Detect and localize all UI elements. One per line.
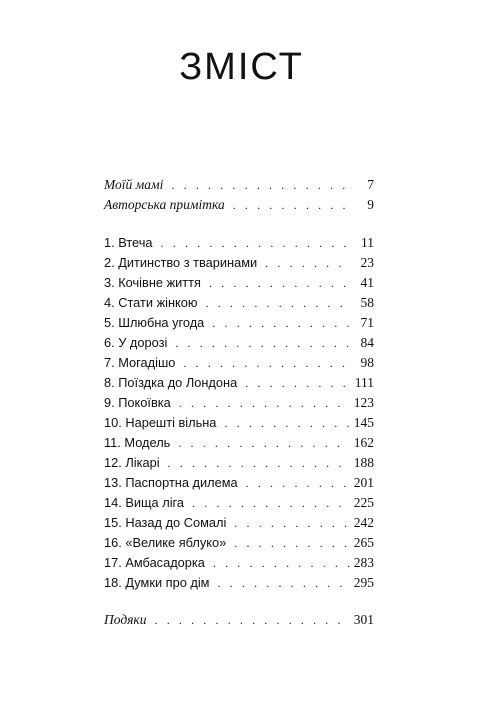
toc-entry-label: 17. Амбасадорка xyxy=(104,555,205,570)
toc-entry-label: Подяки xyxy=(104,612,147,627)
toc-entry-chapter xyxy=(104,513,374,533)
toc-entry-label: 2. Дитинство з тваринами xyxy=(104,255,258,270)
toc-entry-page: 201 xyxy=(353,475,374,490)
dot-leader xyxy=(209,573,350,593)
dot-leader xyxy=(238,473,350,493)
toc-entry-chapter xyxy=(104,493,374,513)
toc-entry-dedication xyxy=(104,175,374,195)
dot-leader xyxy=(204,313,350,333)
toc-entry-page: 188 xyxy=(353,455,374,470)
dot-leader xyxy=(160,453,350,473)
toc-entry-chapter xyxy=(104,313,374,333)
toc-entry-chapter xyxy=(104,233,374,253)
toc-entry-page: 301 xyxy=(353,612,374,627)
toc-entry-chapter xyxy=(104,573,374,593)
dot-leader xyxy=(175,353,350,373)
toc-entry-page: 84 xyxy=(360,335,374,350)
toc-entry-chapter xyxy=(104,413,374,433)
toc-entry-label: 3. Кочівне життя xyxy=(104,275,201,290)
toc-entry-label: 11. Модель xyxy=(104,435,171,450)
dot-leader xyxy=(147,610,351,630)
toc-entry-chapter xyxy=(104,553,374,573)
dot-leader xyxy=(153,233,350,253)
toc-entry-page: 58 xyxy=(360,295,374,310)
toc-entry-chapter xyxy=(104,353,374,373)
toc-entry-label: 1. Втеча xyxy=(104,235,153,250)
toc-entry-chapter xyxy=(104,253,374,273)
toc-entry-label: 9. Покоївка xyxy=(104,395,171,410)
toc-entry-page: 265 xyxy=(353,535,374,550)
toc-entry-page: 11 xyxy=(361,235,374,250)
toc-entry-chapter xyxy=(104,293,374,313)
toc-entry-label: 18. Думки про дім xyxy=(104,575,210,590)
toc-entry-label: 5. Шлюбна угода xyxy=(104,315,205,330)
toc-entry-page: 98 xyxy=(360,355,374,370)
dot-leader xyxy=(225,195,350,215)
toc-entry-chapter xyxy=(104,373,374,393)
toc-entry-page: 145 xyxy=(353,415,374,430)
toc-entry-chapter xyxy=(104,433,374,453)
dot-leader xyxy=(201,273,350,293)
dot-leader xyxy=(226,513,350,533)
toc-entry-label: Моїй мамі xyxy=(104,177,164,192)
dot-leader xyxy=(171,393,350,413)
toc-entry-label: 13. Паспортна дилема xyxy=(104,475,238,490)
toc-entry-label: 6. У дорозі xyxy=(104,335,168,350)
toc-entry-chapter xyxy=(104,453,374,473)
toc-entry-chapter xyxy=(104,333,374,353)
toc-entry-page: 123 xyxy=(353,395,374,410)
dot-leader xyxy=(184,493,350,513)
toc-entry-label: 12. Лікарі xyxy=(104,455,160,470)
dot-leader xyxy=(216,413,350,433)
toc-entry-chapter xyxy=(104,273,374,293)
toc-entry-page: 111 xyxy=(354,375,374,390)
toc-entry-page: 7 xyxy=(367,177,374,192)
toc-entry-page: 162 xyxy=(353,435,374,450)
toc-entry-page: 295 xyxy=(353,575,374,590)
toc-entry-chapter xyxy=(104,393,374,413)
dot-leader xyxy=(237,373,350,393)
toc-entry-label: 16. «Велике яблуко» xyxy=(104,535,227,550)
toc-entry-label: 14. Вища ліга xyxy=(104,495,185,510)
toc-entry-label: 15. Назад до Сомалі xyxy=(104,515,227,530)
toc-entry-chapter xyxy=(104,473,374,493)
toc-entry-author-note xyxy=(104,195,374,215)
toc-entry-page: 23 xyxy=(360,255,374,270)
dot-leader xyxy=(205,553,350,573)
dot-leader xyxy=(257,253,350,273)
toc-entry-acknowledgements xyxy=(104,610,374,630)
toc-entry-page: 71 xyxy=(360,315,374,330)
toc-entry-label: 8. Поїздка до Лондона xyxy=(104,375,238,390)
toc-entry-page: 242 xyxy=(353,515,374,530)
toc-entry-page: 41 xyxy=(360,275,374,290)
dot-leader xyxy=(198,293,350,313)
toc-entry-label: 10. Нарешті вільна xyxy=(104,415,217,430)
toc-entry-chapter xyxy=(104,533,374,553)
toc-entry-label: Авторська примітка xyxy=(104,197,225,212)
page-title: ЗМІСТ xyxy=(179,46,304,88)
toc-entry-page: 225 xyxy=(353,495,374,510)
dot-leader xyxy=(226,533,350,553)
dot-leader xyxy=(170,433,350,453)
dot-leader xyxy=(163,175,350,195)
toc-entry-label: 7. Могадішо xyxy=(104,355,176,370)
dot-leader xyxy=(167,333,350,353)
toc-entry-page: 283 xyxy=(353,555,374,570)
toc-entry-page: 9 xyxy=(367,197,374,212)
toc-entry-label: 4. Стати жінкою xyxy=(104,295,198,310)
